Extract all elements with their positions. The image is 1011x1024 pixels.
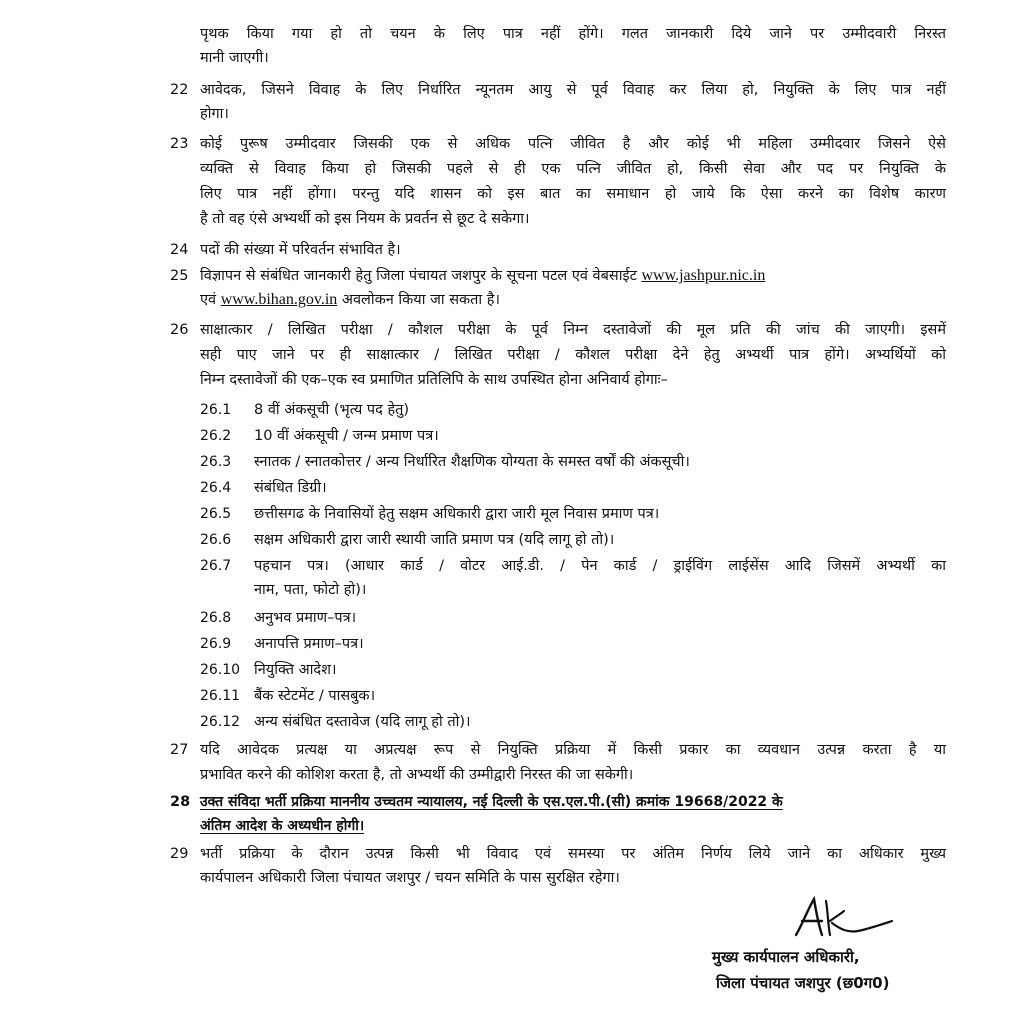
para-24-number: 24 xyxy=(170,242,189,258)
para-25-line-2 xyxy=(200,290,500,310)
sub-26-2-text: 10 वीं अंकसूची / जन्म प्रमाण पत्र। xyxy=(254,428,439,444)
jashpur-website-link[interactable]: www.jashpur.nic.in xyxy=(641,267,766,284)
sub-26-12-text: अन्य संबंधित दस्तावेज (यदि लागू हो तो)। xyxy=(254,714,471,730)
para-25-and: एवं xyxy=(200,292,217,308)
sub-26-3-text: स्नातक / स्नातकोत्तर / अन्य निर्धारित शैक्षणिक योग्यता के समस्त वर्षों की अंकसूची। xyxy=(254,454,690,470)
para-23-number: 23 xyxy=(170,136,189,152)
para-23-line-2: व्यक्ति से विवाह किया हो जिसकी पहले से ही एक पत्नि जीवित हो, किसी सेवा और पद पर नियुक्ति के xyxy=(200,161,946,177)
para-26-line-2: सही पाए जाने पर ही साक्षात्कार / लिखित परीक्षा / कौशल परीक्षा देने हेतु अभ्यर्थी पात्र होंगे। अभ्यर्थियों को xyxy=(200,347,946,363)
sub-26-7-text: पहचान पत्र। (आधार कार्ड / वोटर आई.डी. / पेन कार्ड / ड्राईविंग लाईसेंस आदि जिसमें अभ्यर्थी का xyxy=(254,558,946,574)
para-24-line-1: पदों की संख्या में परिवर्तन संभावित है। xyxy=(200,242,401,258)
sub-26-4-text: संबंधित डिग्री। xyxy=(254,480,327,496)
para-29-number: 29 xyxy=(170,846,189,862)
handwritten-signature xyxy=(788,895,898,943)
sub-26-1-text: 8 वीं अंकसूची (भृत्य पद हेतु) xyxy=(254,402,410,418)
para-23-line-4: है तो वह एंसे अभ्यर्थी को इस नियम के प्रवर्तन से छूट दे सकेगा। xyxy=(200,211,530,227)
sub-26-8-number: 26.8 xyxy=(200,610,232,626)
sub-26-12-number: 26.12 xyxy=(200,714,241,730)
para-29-line-2: कार्यपालन अधिकारी जिला पंचायत जशपुर / चयन समिति के पास सुरक्षित रहेगा। xyxy=(200,870,620,886)
para-25-text-2: अवलोकन किया जा सकता है। xyxy=(341,292,500,308)
sub-26-10-text: नियुक्ति आदेश। xyxy=(254,662,337,678)
sub-26-3-number: 26.3 xyxy=(200,454,232,470)
sub-26-7-number: 26.7 xyxy=(200,558,232,574)
sub-26-9-number: 26.9 xyxy=(200,636,232,652)
para-27-number: 27 xyxy=(170,742,189,758)
sub-26-9-text: अनापत्ति प्रमाण–पत्र। xyxy=(254,636,364,652)
sub-26-8-text: अनुभव प्रमाण–पत्र। xyxy=(254,610,357,626)
para-21-line-1: पृथक किया गया हो तो चयन के लिए पात्र नहीं होंगे। गलत जानकारी दिये जाने पर उम्मीदवारी निरस्त xyxy=(200,26,946,42)
sub-26-11-number: 26.11 xyxy=(200,688,241,704)
sub-26-1-number: 26.1 xyxy=(200,402,232,418)
signatory-designation: मुख्य कार्यपालन अधिकारी, xyxy=(712,948,860,966)
para-28-line-2: अंतिम आदेश के अध्यधीन होगी। xyxy=(200,818,365,834)
sub-26-6-text: सक्षम अधिकारी द्वारा जारी स्थायी जाति प्रमाण पत्र (यदि लागू हो तो)। xyxy=(254,532,615,548)
para-23-line-1: कोई पुरूष उम्मीदवार जिसकी एक से अधिक पत्नि जीवित है और कोई भी महिला उम्मीदवार जिसने ऐसे xyxy=(200,136,946,152)
sub-26-10-number: 26.10 xyxy=(200,662,241,678)
para-23-line-3: लिए पात्र नहीं होंगा। परन्तु यदि शासन को इस बात का समाधान हो जाये कि ऐसा करने का विशेष कारण xyxy=(200,186,946,202)
para-22-number: 22 xyxy=(170,82,189,98)
para-29-line-1: भर्ती प्रक्रिया के दौरान उत्पन्न किसी भी विवाद एवं समस्या पर अंतिम निर्णय लिये जाने का अधिकार मुख्य xyxy=(200,846,946,862)
para-21-line-2: मानी जाएगी। xyxy=(200,50,269,66)
sub-26-2-number: 26.2 xyxy=(200,428,232,444)
sub-26-11-text: बैंक स्टेटमेंट / पासबुक। xyxy=(254,688,376,704)
para-25-number: 25 xyxy=(170,268,189,284)
signatory-office: जिला पंचायत जशपुर (छ0ग0) xyxy=(716,974,890,992)
para-26-number: 26 xyxy=(170,322,189,338)
sub-26-6-number: 26.6 xyxy=(200,532,232,548)
para-27-line-2: प्रभावित करने की कोशिश करता है, तो अभ्यर्थी की उम्मीद्वारी निरस्त की जा सकेगी। xyxy=(200,767,634,783)
para-26-line-1: साक्षात्कार / लिखित परीक्षा / कौशल परीक्षा के पूर्व निम्न दस्तावेजों की मूल प्रति की जांच की जाएगी। इसमें xyxy=(200,322,946,338)
para-22-line-1: आवेदक, जिसने विवाह के लिए निर्धारित न्यूनतम आयु से पूर्व विवाह कर लिया हो, नियुक्ति के लिए पात्र नहीं xyxy=(200,82,946,98)
sub-26-4-number: 26.4 xyxy=(200,480,232,496)
sub-26-5-text: छत्तीसगढ के निवासियों हेतु सक्षम अधिकारी द्वारा जारी मूल निवास प्रमाण पत्र। xyxy=(254,506,660,522)
para-25-line-1 xyxy=(200,266,765,286)
para-26-line-3: निम्न दस्तावेजों की एक–एक स्व प्रमाणित प्रतिलिपि के साथ उपस्थित होना अनिवार्य होगाः– xyxy=(200,372,668,388)
para-28-number: 28 xyxy=(170,794,191,810)
para-27-line-1: यदि आवेदक प्रत्यक्ष या अप्रत्यक्ष रूप से नियुक्ति प्रक्रिया में किसी प्रकार का व्यवधान उत्पन्न करता है या xyxy=(200,742,946,758)
bihan-website-link[interactable]: www.bihan.gov.in xyxy=(220,291,338,308)
para-25-text: विज्ञापन से संबंधित जानकारी हेतु जिला पंचायत जशपुर के सूचना पटल एवं वेबसाईट xyxy=(200,268,637,284)
para-28-line-1: उक्त संविदा भर्ती प्रक्रिया माननीय उच्चतम न्यायालय, नई दिल्ली के एस.एल.पी.(सी) क्रमांक 19668/2022 के xyxy=(200,794,783,810)
para-22-line-2: होगा। xyxy=(200,106,229,122)
sub-26-5-number: 26.5 xyxy=(200,506,232,522)
sub-26-7-text-2: नाम, पता, फोटो हो)। xyxy=(254,582,367,598)
